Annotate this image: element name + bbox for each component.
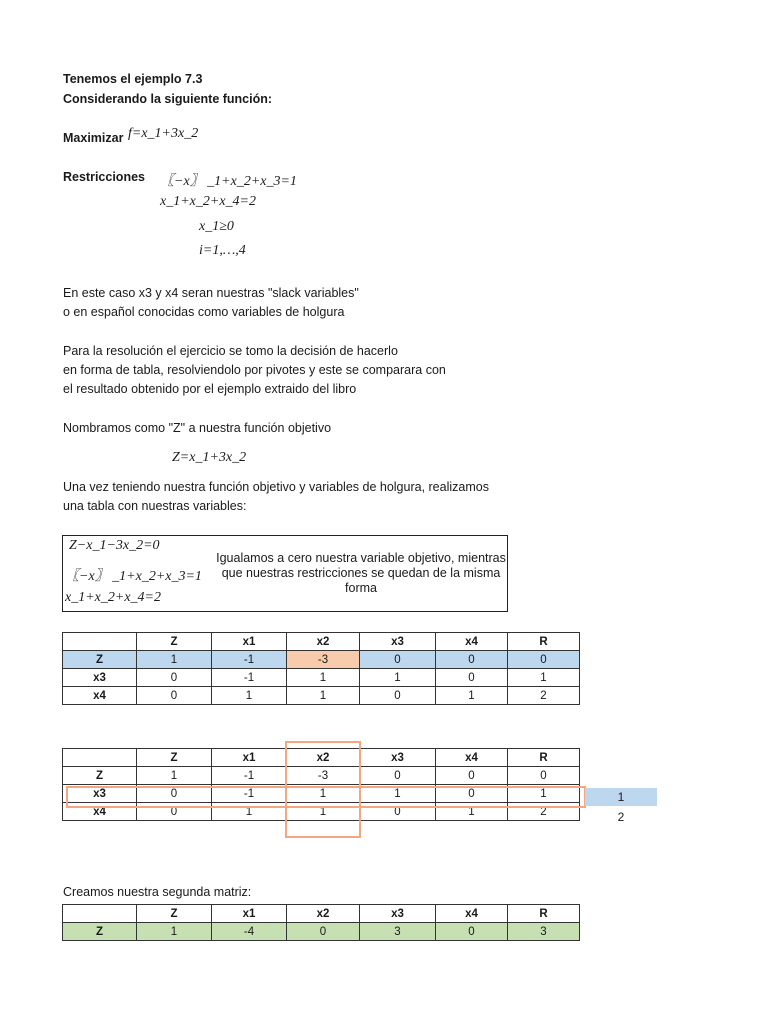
table-cell: 0 xyxy=(436,669,508,687)
maximize-expression: f=x_1+3x_2 xyxy=(128,126,199,141)
table-cell: 0 xyxy=(137,785,212,803)
table-cell: -4 xyxy=(212,923,287,941)
table-header-row xyxy=(63,905,580,923)
objective-text: Nombramos como "Z" a nuestra función objetivo xyxy=(63,421,332,435)
equations-note: Igualamos a cero nuestra variable objetivo, mientras que nuestras restricciones se quedan de la misma forma xyxy=(216,551,506,595)
table-cell: 3 xyxy=(508,923,580,941)
row-label: Z xyxy=(63,923,137,941)
table-cell: 0 xyxy=(360,687,436,705)
table-cell: 1 xyxy=(508,785,580,803)
table-cell: 0 xyxy=(137,687,212,705)
table-cell: 1 xyxy=(137,767,212,785)
table-row xyxy=(63,923,580,941)
table-cell: -1 xyxy=(212,651,287,669)
table-cell: 1 xyxy=(287,669,360,687)
pivot-row-highlight xyxy=(66,786,586,808)
table-cell: 1 xyxy=(360,785,436,803)
table-row xyxy=(63,669,580,687)
table-cell: 1 xyxy=(287,687,360,705)
table-cell: 0 xyxy=(508,767,580,785)
table-header-row xyxy=(63,633,580,651)
example-subtitle: Considerando la siguiente función: xyxy=(63,92,273,106)
table-cell: 0 xyxy=(436,767,508,785)
table-cell: 0 xyxy=(508,651,580,669)
table-cell: 0 xyxy=(436,651,508,669)
restrictions-label: Restricciones xyxy=(63,170,145,184)
table-cell: 1 xyxy=(436,803,508,821)
slack-text-line-1: En este caso x3 y x4 seran nuestras "slack variables" xyxy=(63,286,359,300)
slack-text-line-2: o en español conocidas como variables de holgura xyxy=(63,305,345,319)
header-cell: x3 xyxy=(360,749,436,767)
table-intro-line-1: Una vez teniendo nuestra función objetivo y variables de holgura, realizamos xyxy=(63,480,489,494)
restriction-2: x_1+x_2+x_4=2 xyxy=(160,194,256,209)
table-cell: 0 xyxy=(137,803,212,821)
table-cell: -1 xyxy=(212,785,287,803)
method-text-line-1: Para la resolución el ejercicio se tomo la decisión de hacerlo xyxy=(63,344,398,358)
restriction-3: x_1≥0 xyxy=(199,219,234,234)
header-cell: x2 xyxy=(287,633,360,651)
header-cell: x4 xyxy=(436,905,508,923)
table-cell: 1 xyxy=(137,923,212,941)
table-cell: -3 xyxy=(287,767,360,785)
table-intro-line-2: una tabla con nuestras variables: xyxy=(63,499,247,513)
table-cell: -1 xyxy=(212,767,287,785)
row-label: Z xyxy=(63,767,137,785)
objective-expression: Z=x_1+3x_2 xyxy=(172,450,247,465)
table-cell: 2 xyxy=(508,687,580,705)
header-cell: R xyxy=(508,905,580,923)
maximize-label: Maximizar xyxy=(63,131,124,145)
ratio-cell: 1 xyxy=(585,788,657,806)
header-cell: x1 xyxy=(212,633,287,651)
equation-restriction-2: x_1+x_2+x_4=2 xyxy=(65,590,161,605)
table-cell: 1 xyxy=(212,803,287,821)
header-cell: x4 xyxy=(436,749,508,767)
table-cell: 3 xyxy=(360,923,436,941)
header-cell: Z xyxy=(137,749,212,767)
ratio-cell: 2 xyxy=(617,810,625,824)
second-matrix-caption: Creamos nuestra segunda matriz: xyxy=(63,885,252,899)
table-cell: 0 xyxy=(436,785,508,803)
table-row xyxy=(63,687,580,705)
header-cell: x1 xyxy=(212,905,287,923)
table-cell: 0 xyxy=(360,803,436,821)
table-cell: 0 xyxy=(287,923,360,941)
header-cell: Z xyxy=(137,633,212,651)
table-cell: 1 xyxy=(360,669,436,687)
header-cell: x2 xyxy=(287,905,360,923)
equations-box xyxy=(62,535,508,612)
table-cell: 1 xyxy=(287,785,360,803)
header-cell xyxy=(63,905,137,923)
header-cell: R xyxy=(508,749,580,767)
pivot-column-cell: -3 xyxy=(287,651,360,669)
simplex-table-1 xyxy=(62,632,580,705)
table-cell: 2 xyxy=(508,803,580,821)
table-cell: 0 xyxy=(360,651,436,669)
row-label: Z xyxy=(63,651,137,669)
second-matrix-table xyxy=(62,904,580,941)
table-cell: 1 xyxy=(137,651,212,669)
table-cell: 1 xyxy=(436,687,508,705)
header-cell xyxy=(63,749,137,767)
header-cell: x1 xyxy=(212,749,287,767)
table-row xyxy=(63,651,580,669)
equation-objective: Z−x_1−3x_2=0 xyxy=(69,538,160,553)
table-cell: 1 xyxy=(287,803,360,821)
header-cell: R xyxy=(508,633,580,651)
table-cell: 1 xyxy=(212,687,287,705)
table-cell: 1 xyxy=(508,669,580,687)
equation-restriction-1: 〖−x〗 _1+x_2+x_3=1 xyxy=(65,569,202,584)
row-label: x3 xyxy=(63,785,137,803)
row-label: x4 xyxy=(63,803,137,821)
method-text-line-3: el resultado obtenido por el ejemplo extraido del libro xyxy=(63,382,357,396)
row-label: x4 xyxy=(63,687,137,705)
restriction-4: i=1,…,4 xyxy=(199,243,246,258)
header-cell: x4 xyxy=(436,633,508,651)
table-cell: 0 xyxy=(137,669,212,687)
header-cell: x2 xyxy=(287,749,360,767)
header-cell: Z xyxy=(137,905,212,923)
restriction-1: 〖−x〗 _1+x_2+x_3=1 xyxy=(160,174,297,189)
row-label: x3 xyxy=(63,669,137,687)
header-cell: x3 xyxy=(360,633,436,651)
example-title: Tenemos el ejemplo 7.3 xyxy=(63,72,203,86)
method-text-line-2: en forma de tabla, resolviendolo por pivotes y este se comparara con xyxy=(63,363,446,377)
table-cell: 0 xyxy=(436,923,508,941)
table-cell: 0 xyxy=(360,767,436,785)
table-cell: -1 xyxy=(212,669,287,687)
header-cell xyxy=(63,633,137,651)
header-cell: x3 xyxy=(360,905,436,923)
